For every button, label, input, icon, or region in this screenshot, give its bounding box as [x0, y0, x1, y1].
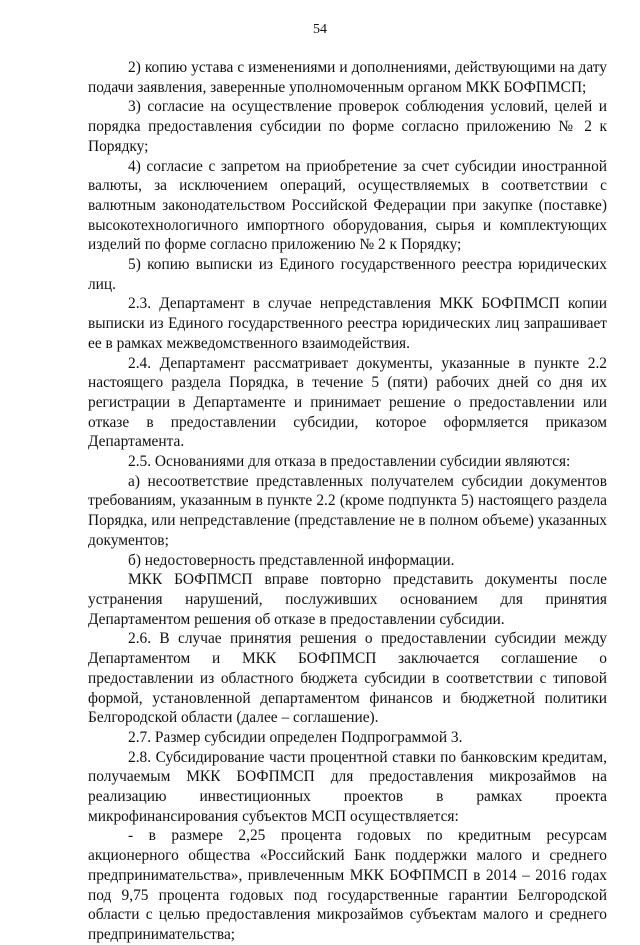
paragraph-item-2: 2) копию устава с изменениями и дополнениями, действующими на дату подачи заявления, заверенные уполномоченным органом МКК БОФПМСП;	[88, 59, 607, 96]
paragraph-2-8-item: - в размере 2,25 процента годовых по кредитным ресурсам акционерного общества «Российский Банк поддержки малого и среднего предпринимательства», привлеченным МКК БОФПМСП в 2014 – 2016 годах под 9,75 процента годовых под государственные гарантии Белгородской области с целью предоставления микрозаймов субъектам малого и среднего предпринимательства;	[88, 827, 607, 943]
paragraph-resubmission: МКК БОФПМСП вправе повторно представить документы после устранения нарушений, послуживших основанием для принятия Департаментом решения об отказе в предоставлении субсидии.	[88, 571, 607, 628]
paragraph-2-8: 2.8. Субсидирование части процентной ставки по банковским кредитам, получаемым МКК БОФПМСП для предоставления микрозаймов на реализацию инвестиционных проектов в рамках проекта микрофинансирования субъектов МСП осуществляется:	[88, 748, 607, 825]
page-number: 54	[313, 22, 327, 37]
paragraph-item-5: 5) копию выписки из Единого государственного реестра юридических лиц.	[88, 256, 607, 293]
document-body	[88, 58, 607, 945]
paragraph-item-3: 3) согласие на осуществление проверок соблюдения условий, целей и порядка предоставления субсидии по форме согласно приложению № 2 к Порядку;	[88, 98, 607, 155]
paragraph-2-5-b: б) недостоверность представленной информации.	[128, 551, 455, 569]
paragraph-2-7: 2.7. Размер субсидии определен Подпрограммой 3.	[128, 728, 463, 746]
paragraph-2-4: 2.4. Департамент рассматривает документы, указанные в пункте 2.2 настоящего раздела Порядка, в течение 5 (пяти) рабочих дней со дня их регистрации в Департаменте и принимает решение о предоставлении или отказе в предоставлении субсидии, которое оформляется приказом Департамента.	[88, 354, 607, 451]
paragraph-2-5: 2.5. Основаниями для отказа в предоставлении субсидии являются:	[128, 453, 571, 471]
paragraph-2-5-a: а) несоответствие представленных получателем субсидии документов требованиям, указанным в пункте 2.2 (кроме подпункта 5) настоящего раздела Порядка, или непредставление (представление не в полном объеме) указанных документов;	[88, 472, 607, 549]
paragraph-2-3: 2.3. Департамент в случае непредставления МКК БОФПМСП копии выписки из Единого государственного реестра юридических лиц запрашивает ее в рамках межведомственного взаимодействия.	[88, 295, 607, 352]
paragraph-2-6: 2.6. В случае принятия решения о предоставлении субсидии между Департаментом и МКК БОФПМСП заключается соглашение о предоставлении из областного бюджета субсидии в соответствии с типовой формой, установленной департаментом финансов и бюджетной политики Белгородской области (далее – соглашение).	[88, 630, 607, 727]
paragraph-item-4: 4) согласие с запретом на приобретение за счет субсидии иностранной валюты, за исключением операций, осуществляемых в соответствии с валютным законодательством Российской Федерации при закупке (поставке) высокотехнологичного импортного оборудования, сырья и комплектующих изделий по форме согласно приложению № 2 к Порядку;	[88, 157, 607, 254]
